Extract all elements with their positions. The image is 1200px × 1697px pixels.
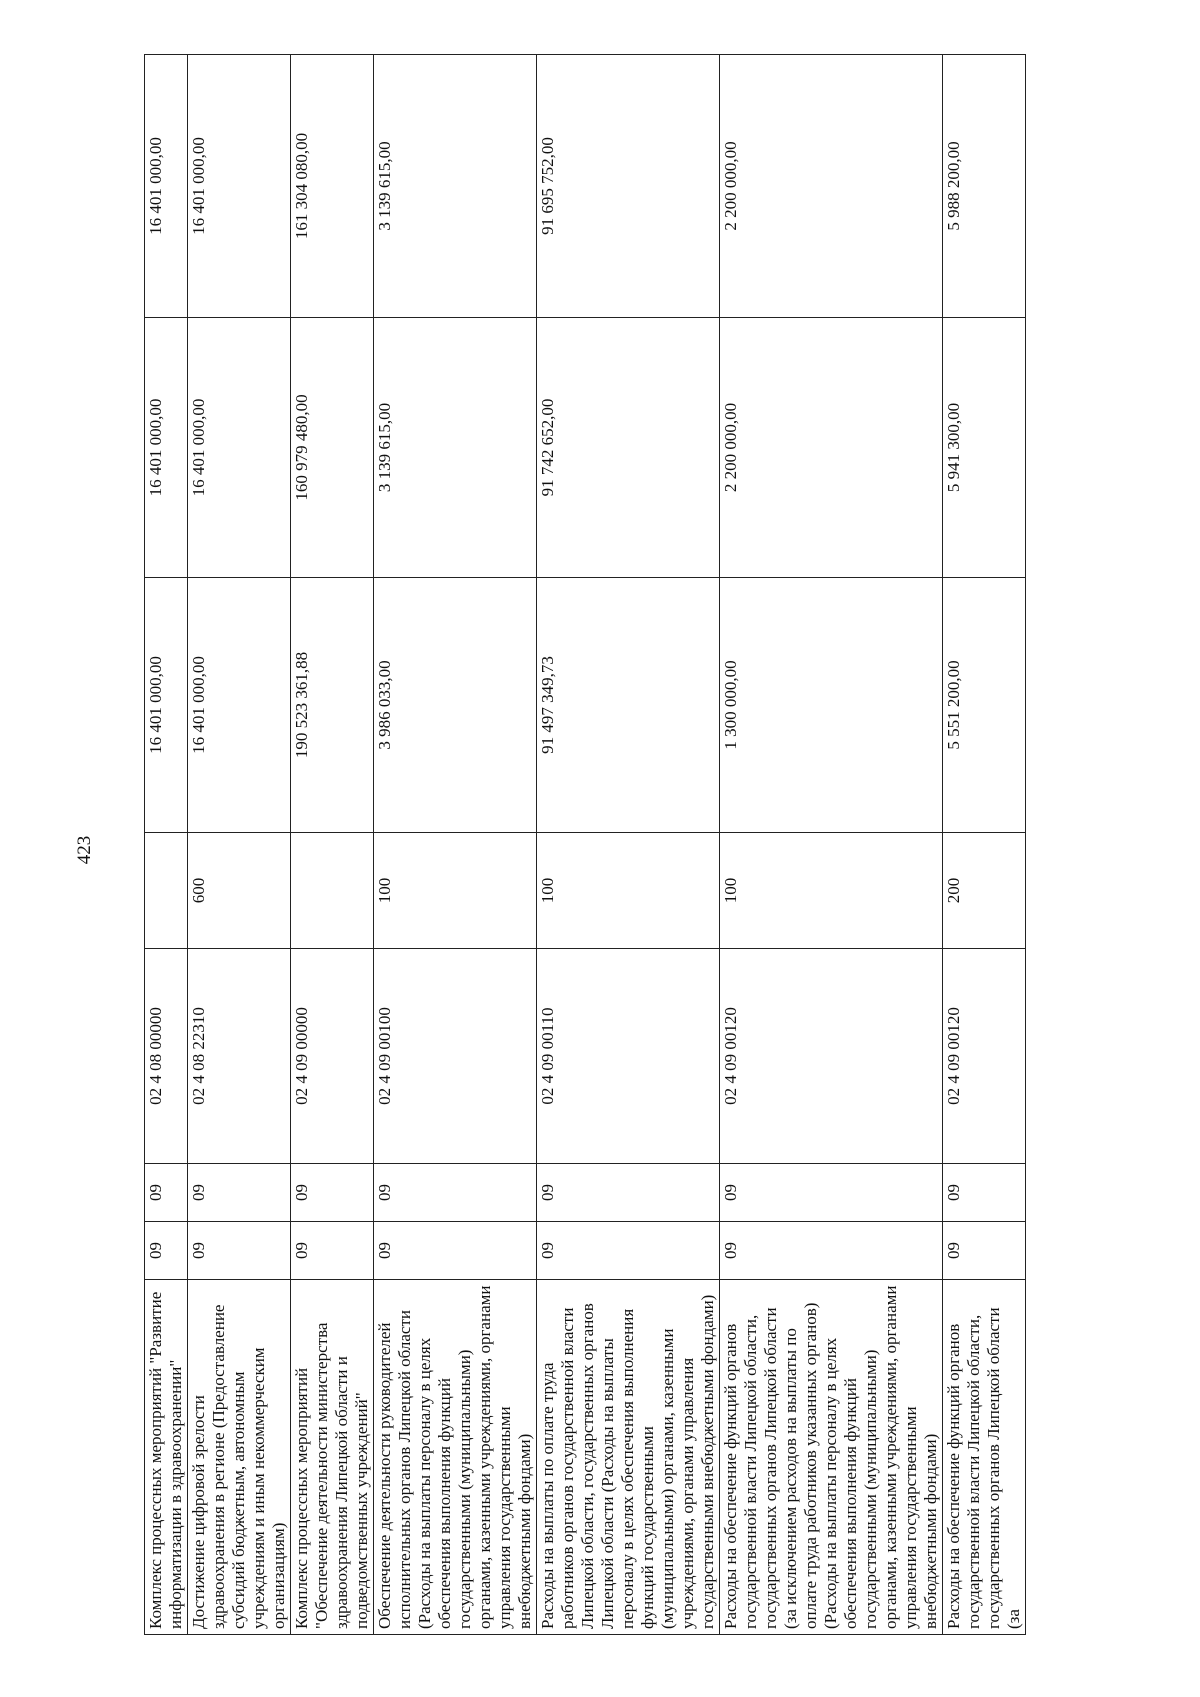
- amount-year-2: 160 979 480,00: [291, 318, 374, 578]
- section-code: 09: [145, 1222, 188, 1280]
- table-row: [291, 55, 374, 1635]
- expense-type-code: 100: [537, 833, 720, 949]
- amount-year-3: 16 401 000,00: [188, 55, 291, 318]
- page-number: 423: [74, 835, 95, 865]
- row-name: Достижение цифровой зрелости здравоохранения в регионе (Предоставление субсидий бюджетным, автономным учреждениям и иным некоммерческим организациям): [188, 1280, 291, 1635]
- section-code: 09: [537, 1222, 720, 1280]
- row-name: Комплекс процессных мероприятий "Обеспечение деятельности министерства здравоохранения Липецкой области и подведомственных учреждений": [291, 1280, 374, 1635]
- section-code: 09: [720, 1222, 943, 1280]
- expense-type-code: 100: [720, 833, 943, 949]
- subsection-code: 09: [188, 1164, 291, 1222]
- amount-year-2: 16 401 000,00: [188, 318, 291, 578]
- row-name: Обеспечение деятельности руководителей исполнительных органов Липецкой области (Расходы на выплаты персоналу в целях обеспечения выполнения функций государственными (муниципальными) органами, казенными учреждениями, органами управления государственными внебюджетными фондами): [374, 1280, 537, 1635]
- expense-type-code: 200: [943, 833, 1026, 949]
- section-code: 09: [188, 1222, 291, 1280]
- target-article-code: 02 4 08 00000: [145, 949, 188, 1164]
- amount-year-2: 91 742 652,00: [537, 318, 720, 578]
- amount-year-1: 16 401 000,00: [145, 578, 188, 833]
- amount-year-1: 91 497 349,73: [537, 578, 720, 833]
- amount-year-3: 3 139 615,00: [374, 55, 537, 318]
- amount-year-2: 5 941 300,00: [943, 318, 1026, 578]
- amount-year-1: 1 300 000,00: [720, 578, 943, 833]
- rotated-page-content: [144, 55, 1074, 1635]
- expense-type-code: [291, 833, 374, 949]
- amount-year-3: 16 401 000,00: [145, 55, 188, 318]
- subsection-code: 09: [374, 1164, 537, 1222]
- amount-year-1: 16 401 000,00: [188, 578, 291, 833]
- row-name: Расходы на обеспечение функций органов государственной власти Липецкой области, государственных органов Липецкой области (за: [943, 1280, 1026, 1635]
- subsection-code: 09: [145, 1164, 188, 1222]
- amount-year-3: 161 304 080,00: [291, 55, 374, 318]
- subsection-code: 09: [537, 1164, 720, 1222]
- table-row: [943, 55, 1026, 1635]
- row-name: Расходы на выплаты по оплате труда работников органов государственной власти Липецкой области, государственных органов Липецкой области (Расходы на выплаты персоналу в целях обеспечения выполнения функций государственными (муниципальными) органами, казенными учреждениями, органами управления государственными внебюджетными фондами): [537, 1280, 720, 1635]
- amount-year-1: 3 986 033,00: [374, 578, 537, 833]
- amount-year-2: 3 139 615,00: [374, 318, 537, 578]
- amount-year-2: 16 401 000,00: [145, 318, 188, 578]
- target-article-code: 02 4 09 00100: [374, 949, 537, 1164]
- section-code: 09: [943, 1222, 1026, 1280]
- target-article-code: 02 4 09 00120: [943, 949, 1026, 1164]
- expense-type-code: 100: [374, 833, 537, 949]
- amount-year-1: 190 523 361,88: [291, 578, 374, 833]
- table-row: [720, 55, 943, 1635]
- budget-table: [144, 54, 1026, 1635]
- row-name: Расходы на обеспечение функций органов государственной власти Липецкой области, государственных органов Липецкой области (за исключением расходов на выплаты по оплате труда работников указанных органов) (Расходы на выплаты персоналу в целях обеспечения выполнения функций государственными (муниципальными) органами, казенными учреждениями, органами управления государственными внебюджетными фондами): [720, 1280, 943, 1635]
- target-article-code: 02 4 08 22310: [188, 949, 291, 1164]
- section-code: 09: [374, 1222, 537, 1280]
- subsection-code: 09: [720, 1164, 943, 1222]
- expense-type-code: [145, 833, 188, 949]
- section-code: 09: [291, 1222, 374, 1280]
- target-article-code: 02 4 09 00110: [537, 949, 720, 1164]
- amount-year-2: 2 200 000,00: [720, 318, 943, 578]
- target-article-code: 02 4 09 00000: [291, 949, 374, 1164]
- subsection-code: 09: [943, 1164, 1026, 1222]
- table-row: [188, 55, 291, 1635]
- table-row: [537, 55, 720, 1635]
- amount-year-1: 5 551 200,00: [943, 578, 1026, 833]
- expense-type-code: 600: [188, 833, 291, 949]
- amount-year-3: 2 200 000,00: [720, 55, 943, 318]
- row-name: Комплекс процессных мероприятий "Развитие информатизации в здравоохранении": [145, 1280, 188, 1635]
- target-article-code: 02 4 09 00120: [720, 949, 943, 1164]
- amount-year-3: 5 988 200,00: [943, 55, 1026, 318]
- amount-year-3: 91 695 752,00: [537, 55, 720, 318]
- table-row: [145, 55, 188, 1635]
- table-row: [374, 55, 537, 1635]
- subsection-code: 09: [291, 1164, 374, 1222]
